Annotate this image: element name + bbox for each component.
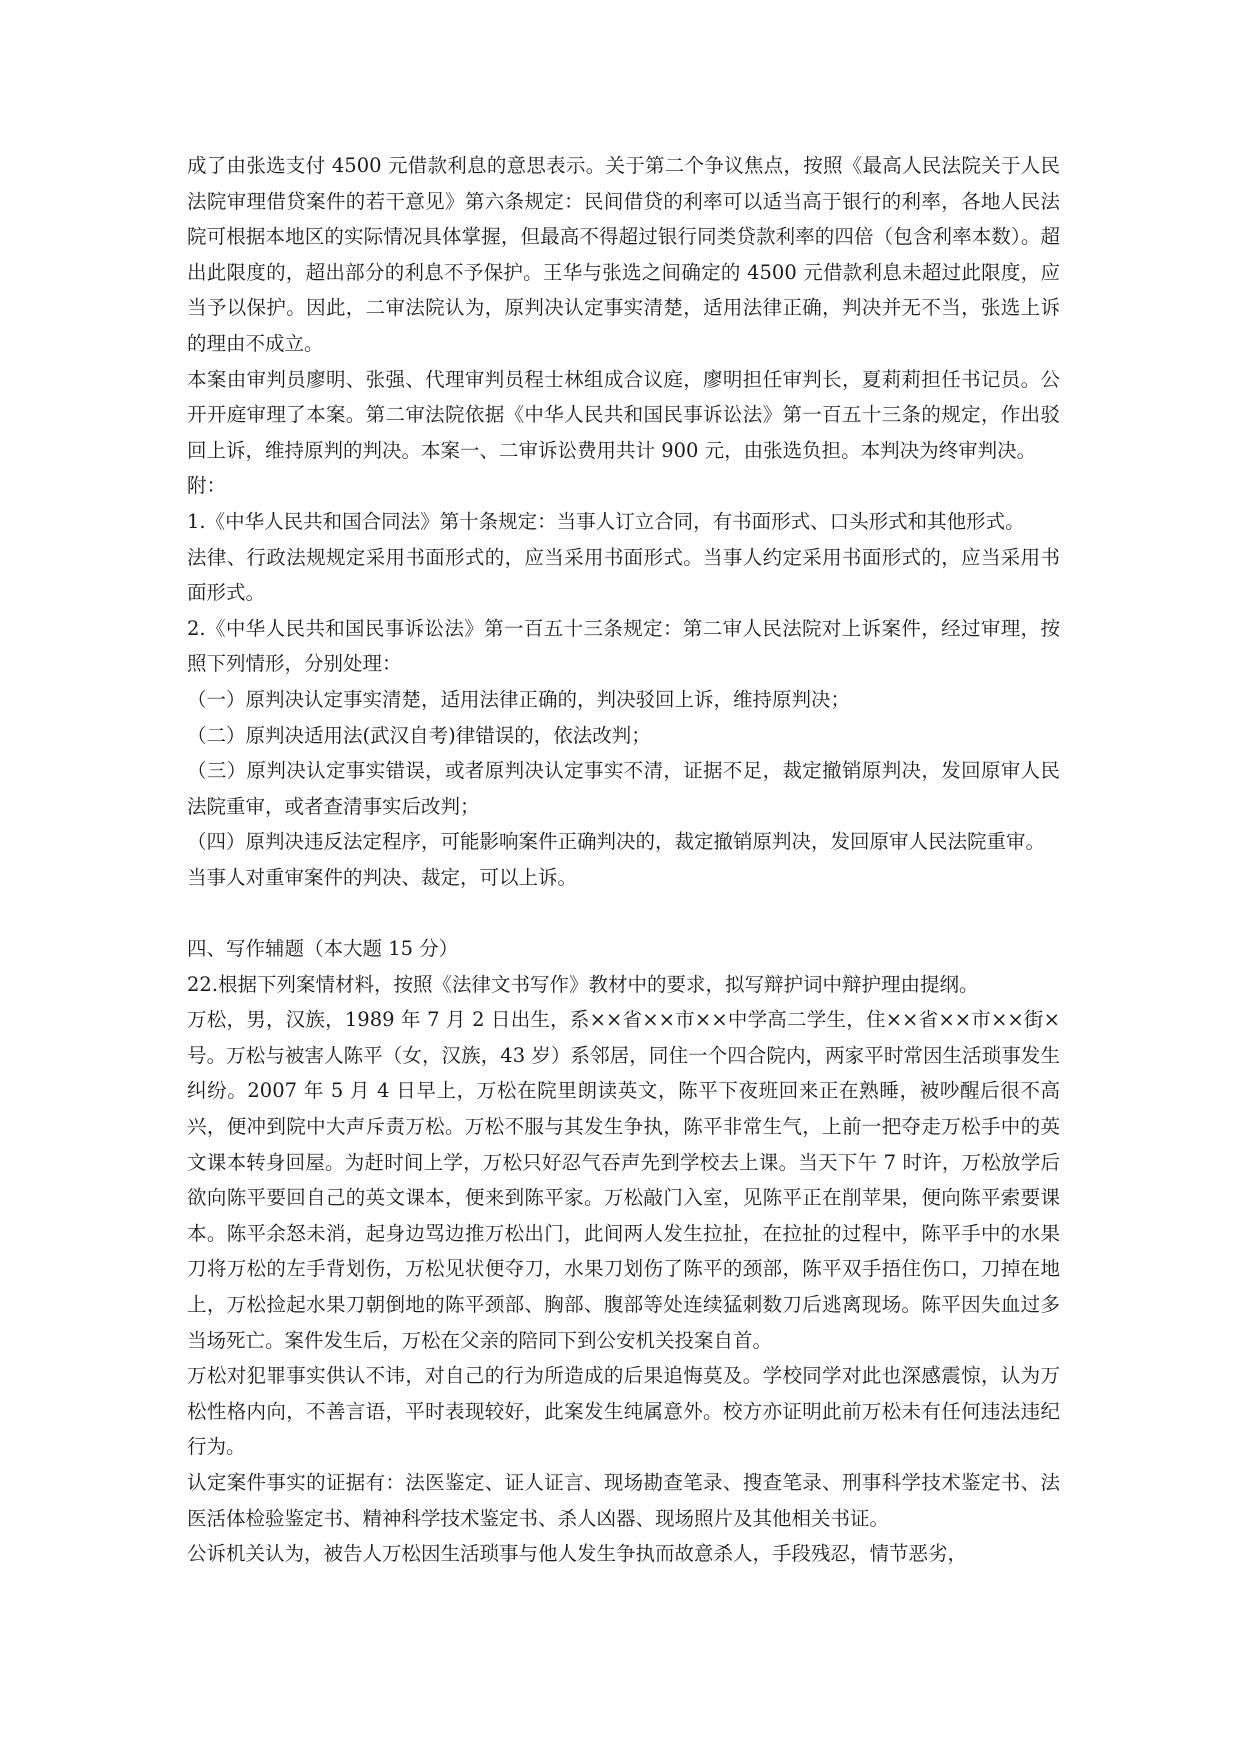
procedure-clause-3: （三）原判决认定事实错误，或者原判决认定事实不清，证据不足，裁定撤销原判决，发回原审人民法院重审，或者查清事实后改判； [187, 759, 1060, 818]
section-heading-writing: 四、写作辅题（本大题 15 分） [187, 937, 459, 961]
blank-line [187, 895, 1060, 931]
appendix-item-civil-procedure-law: 2.《中华人民共和国民事诉讼法》第一百五十三条规定：第二审人民法院对上诉案件，经过审理，按照下列情形，分别处理： [187, 616, 1060, 676]
procedure-clause-2: （二）原判决适用法(武汉自考)律错误的，依法改判； [187, 723, 651, 747]
case-facts-paragraph: 万松，男，汉族，1989 年 7 月 2 日出生，系××省××市××中学高二学生，住××省××市××街×号。万松与被害人陈平（女，汉族，43 岁）系邻居，同住一个四合院内，两家平时常因生活琐事发生纠纷。2007 年 5 月 4 日早上，万松在院里朗读英文，陈平下夜班回来正在熟睡，被吵醒后很不高兴，便冲到院中大声斥责万松。万松不服与其发生争执，陈平非常生气，上前一把夺走万松手中的英文课本转身回屋。为赶时间上学，万松只好忍气吞声先到学校去上课。当天下午 7 时许，万松放学后欲向陈平要回自己的英文课本，便来到陈平家。万松敲门入室，见陈平正在削苹果，便向陈平索要课本。陈平余怒未消，起身边骂边推万松出门，此间两人发生拉扯，在拉扯的过程中，陈平手中的水果刀将万松的左手背划伤，万松见状便夺刀，水果刀划伤了陈平的颈部，陈平双手捂住伤口，刀掉在地上，万松捡起水果刀朝倒地的陈平颈部、胸部、腹部等处连续猛刺数刀后逃离现场。陈平因失血过多当场死亡。案件发生后，万松在父亲的陪同下到公安机关投案自首。 [187, 1008, 1060, 1352]
evidence-paragraph: 认定案件事实的证据有：法医鉴定、证人证言、现场勘查笔录、搜查笔录、刑事科学技术鉴定书、法医活体检验鉴定书、精神科学技术鉴定书、杀人凶器、现场照片及其他相关书证。 [187, 1470, 1060, 1530]
appendix-item-contract-law: 1.《中华人民共和国合同法》第十条规定：当事人订立合同，有书面形式、口头形式和其他形式。 [187, 509, 1025, 533]
defendant-attitude-paragraph: 万松对犯罪事实供认不讳，对自己的行为所造成的后果追悔莫及。学校同学对此也深感震惊，认为万松性格内向，不善言语，平时表现较好，此案发生纯属意外。校方亦证明此前万松未有任何违法违纪行为。 [187, 1364, 1060, 1459]
procedure-clause-1: （一）原判决认定事实清楚，适用法律正确的，判决驳回上诉，维持原判决； [187, 687, 851, 711]
appendix-heading: 附： [187, 474, 227, 498]
document-body [187, 148, 1060, 1572]
procedure-appeal-note: 当事人对重审案件的判决、裁定，可以上诉。 [187, 865, 578, 889]
question-22-prompt: 22.根据下列案情材料，按照《法律文书写作》教材中的要求，拟写辩护词中辩护理由提纲。 [187, 972, 979, 996]
appendix-contract-law-continued: 法律、行政法规规定采用书面形式的，应当采用书面形式。当事人约定采用书面形式的，应当采用书面形式。 [187, 545, 1060, 605]
paragraph-loan-interest: 成了由张选支付 4500 元借款利息的意思表示。关于第二个争议焦点，按照《最高人民法院关于人民法院审理借贷案件的若干意见》第六条规定：民间借贷的利率可以适当高于银行的利率，各地人民法院可根据本地区的实际情况具体掌握，但最高不得超过银行同类贷款利率的四倍（包含利率本数）。超出此限度的，超出部分的利息不予保护。王华与张选之间确定的 4500 元借款利息未超过此限度，应当予以保护。因此，二审法院认为，原判决认定事实清楚，适用法律正确，判决并无不当，张选上诉的理由不成立。 [187, 154, 1060, 355]
paragraph-collegial-panel: 本案由审判员廖明、张强、代理审判员程士林组成合议庭，廖明担任审判长，夏莉莉担任书记员。公开开庭审理了本案。第二审法院依据《中华人民共和国民事诉讼法》第一百五十三条的规定，作出驳回上诉，维持原判的判决。本案一、二审诉讼费用共计 900 元，由张选负担。本判决为终审判决。 [187, 367, 1060, 462]
prosecution-opinion-paragraph: 公诉机关认为，被告人万松因生活琐事与他人发生争执而故意杀人，手段残忍，情节恶劣， [187, 1542, 968, 1566]
procedure-clause-4: （四）原判决违反法定程序，可能影响案件正确判决的，裁定撤销原判决，发回原审人民法院重审。 [187, 830, 1046, 854]
